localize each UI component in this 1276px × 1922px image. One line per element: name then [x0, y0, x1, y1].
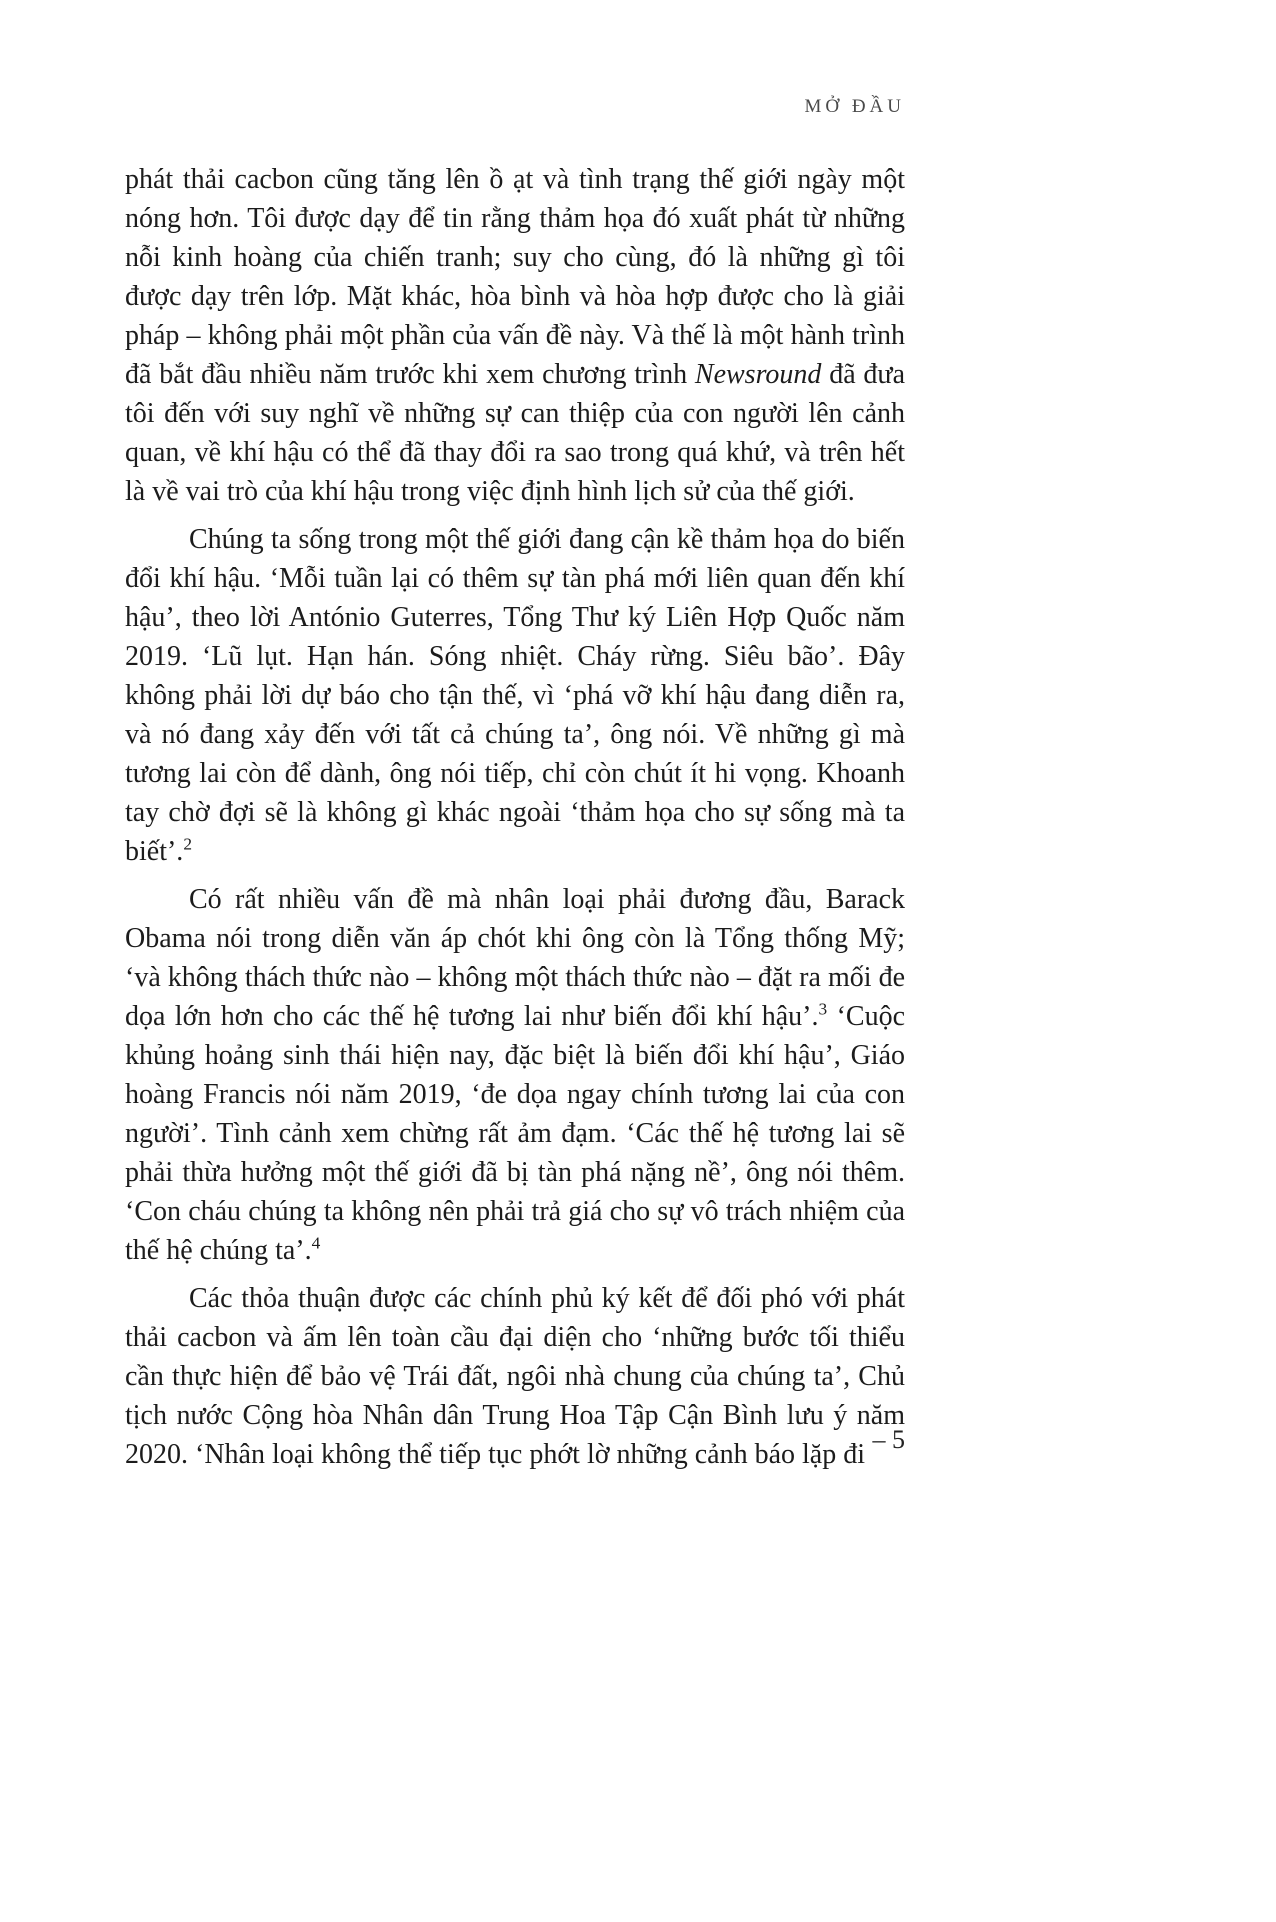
- text-run: phát thải cacbon cũng tăng lên ồ ạt và tình trạng thế giới ngày một nóng hơn. Tôi được dạy để tin rằng thảm họa đó xuất phát từ những nỗi kinh hoàng của chiến tranh; suy cho cùng, đó là những gì tôi được dạy trên lớp. Mặt khác, hòa bình và hòa hợp được cho là giải pháp – không phải một phần của vấn đề này. Và thế là một hành trình đã bắt đầu nhiều năm trước khi xem chương trình: [125, 164, 905, 390]
- running-header: MỞ ĐẦU: [804, 96, 905, 117]
- body-text: [125, 160, 905, 1483]
- footnote-marker: 2: [183, 834, 192, 854]
- page-number: – 5: [872, 1425, 905, 1454]
- italic-text: Newsround: [694, 359, 822, 390]
- footnote-marker: 3: [818, 999, 828, 1019]
- paragraph: [125, 520, 905, 871]
- text-run: đã đưa tôi đến với suy nghĩ về những sự can thiệp của con người lên cảnh quan, về khí hậu có thể đã thay đổi ra sao trong quá khứ, và trên hết là về vai trò của khí hậu trong việc định hình lịch sử của thế giới.: [125, 359, 905, 507]
- text-run: Các thỏa thuận được các chính phủ ký kết để đối phó với phát thải cacbon và ấm lên toàn cầu đại diện cho ‘những bước tối thiểu cần thực hiện để bảo vệ Trái đất, ngôi nhà chung của chúng ta’, Chủ tịch nước Cộng hòa Nhân dân Trung Hoa Tập Cận Bình lưu ý năm 2020. ‘Nhân loại không thể tiếp tục phớt lờ những cảnh báo lặp đi: [125, 1283, 905, 1470]
- text-run: ‘Cuộc khủng hoảng sinh thái hiện nay, đặc biệt là biến đổi khí hậu’, Giáo hoàng Francis nói năm 2019, ‘đe dọa ngay chính tương lai của con người’. Tình cảnh xem chừng rất ảm đạm. ‘Các thế hệ tương lai sẽ phải thừa hưởng một thế giới đã bị tàn phá nặng nề’, ông nói thêm. ‘Con cháu chúng ta không nên phải trả giá cho sự vô trách nhiệm của thế hệ chúng ta’.: [125, 1001, 905, 1266]
- text-run: Chúng ta sống trong một thế giới đang cận kề thảm họa do biến đổi khí hậu. ‘Mỗi tuần lại có thêm sự tàn phá mới liên quan đến khí hậu’, theo lời António Guterres, Tổng Thư ký Liên Hợp Quốc năm 2019. ‘Lũ lụt. Hạn hán. Sóng nhiệt. Cháy rừng. Siêu bão’. Đây không phải lời dự báo cho tận thế, vì ‘phá vỡ khí hậu đang diễn ra, và nó đang xảy đến với tất cả chúng ta’, ông nói. Về những gì mà tương lai còn để dành, ông nói tiếp, chỉ còn chút ít hi vọng. Khoanh tay chờ đợi sẽ là không gì khác ngoài ‘thảm họa cho sự sống mà ta biết’.: [125, 524, 905, 867]
- footnote-marker: 4: [311, 1233, 321, 1253]
- paragraph: [125, 160, 905, 511]
- text-run: Có rất nhiều vấn đề mà nhân loại phải đương đầu, Barack Obama nói trong diễn văn áp chót khi ông còn là Tổng thống Mỹ; ‘và không thách thức nào – không một thách thức nào – đặt ra mối đe dọa lớn hơn cho các thế hệ tương lai như biến đổi khí hậu’.: [125, 884, 905, 1032]
- paragraph: [125, 880, 905, 1270]
